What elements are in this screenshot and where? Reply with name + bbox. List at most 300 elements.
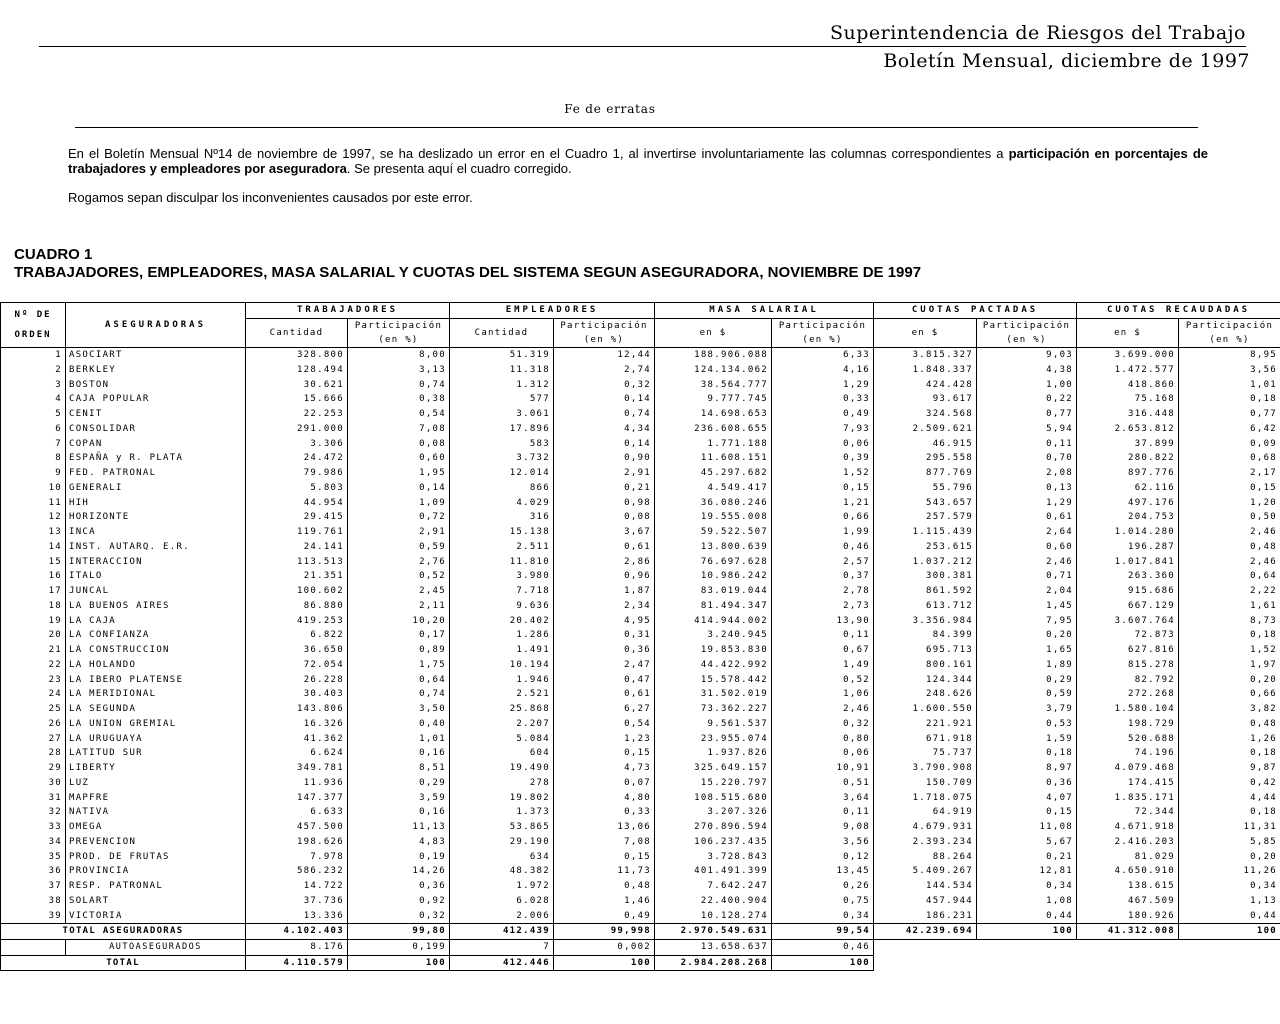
orden-cell: 38 bbox=[1, 894, 66, 909]
pactadas-pesos-cell: 424.428 bbox=[874, 377, 977, 392]
recaudadas-pct-cell: 1,61 bbox=[1179, 599, 1280, 614]
total-cell: 412.439 bbox=[450, 924, 554, 940]
pactadas-pesos-cell: 2.393.234 bbox=[874, 835, 977, 850]
trab-pct-cell: 0,89 bbox=[348, 643, 450, 658]
recaudadas-pesos-cell: 316.448 bbox=[1077, 407, 1179, 422]
emp-cantidad-cell: 6.028 bbox=[450, 894, 554, 909]
recaudadas-pct-cell: 0,18 bbox=[1179, 805, 1280, 820]
table-row bbox=[1, 894, 1280, 909]
table-row bbox=[1, 525, 1280, 540]
aseguradora-cell: LA URUGUAYA bbox=[66, 731, 246, 746]
orden-cell: 34 bbox=[1, 835, 66, 850]
pactadas-pesos-cell: 4.679.931 bbox=[874, 820, 977, 835]
pactadas-pesos-cell: 124.344 bbox=[874, 672, 977, 687]
emp-pct-cell: 2,47 bbox=[554, 658, 655, 673]
emp-pct-cell: 0,31 bbox=[554, 628, 655, 643]
trab-pct-cell: 0,38 bbox=[348, 392, 450, 407]
masa-pct-cell: 7,93 bbox=[772, 422, 874, 437]
recaudadas-participacion-header bbox=[1179, 318, 1280, 347]
table-row bbox=[1, 451, 1280, 466]
pactadas-pct-cell: 0,29 bbox=[977, 672, 1077, 687]
en-pct-label: (en %) bbox=[1209, 334, 1250, 345]
aseguradora-cell: LA HOLANDO bbox=[66, 658, 246, 673]
recaudadas-pesos-cell: 75.168 bbox=[1077, 392, 1179, 407]
autoasegurados-row bbox=[1, 939, 1280, 955]
orden-cell: 19 bbox=[1, 613, 66, 628]
total-cell: 4.102.403 bbox=[246, 924, 348, 940]
table-totals bbox=[1, 924, 1280, 971]
emp-cantidad-cell: 1.946 bbox=[450, 672, 554, 687]
emp-cantidad-cell: 3.732 bbox=[450, 451, 554, 466]
table-row bbox=[1, 776, 1280, 791]
trab-pct-cell: 0,52 bbox=[348, 569, 450, 584]
total-cell: 41.312.008 bbox=[1077, 924, 1179, 940]
recaudadas-pesos-cell: 915.686 bbox=[1077, 584, 1179, 599]
pactadas-pct-cell: 0,21 bbox=[977, 849, 1077, 864]
aseguradora-cell: INTERACCION bbox=[66, 554, 246, 569]
recaudadas-pct-cell: 0,18 bbox=[1179, 746, 1280, 761]
trab-pct-cell: 0,08 bbox=[348, 436, 450, 451]
masa-pesos-cell: 414.944.002 bbox=[655, 613, 772, 628]
table-row bbox=[1, 702, 1280, 717]
table-row bbox=[1, 377, 1280, 392]
recaudadas-pct-cell: 4,44 bbox=[1179, 790, 1280, 805]
trab-cantidad-cell: 86.880 bbox=[246, 599, 348, 614]
masa-pesos-cell: 10.128.274 bbox=[655, 908, 772, 923]
recaudadas-pesos-cell: 3.699.000 bbox=[1077, 347, 1179, 362]
orden-cell: 26 bbox=[1, 717, 66, 732]
masa-pct-cell: 2,73 bbox=[772, 599, 874, 614]
trab-pct-cell: 0,19 bbox=[348, 849, 450, 864]
pactadas-pesos-cell: 457.944 bbox=[874, 894, 977, 909]
aseguradora-cell: HORIZONTE bbox=[66, 510, 246, 525]
trab-cantidad-cell: 147.377 bbox=[246, 790, 348, 805]
table-row bbox=[1, 835, 1280, 850]
pactadas-pct-cell: 0,36 bbox=[977, 776, 1077, 791]
pactadas-pesos-cell: 221.921 bbox=[874, 717, 977, 732]
pactadas-pesos-cell: 877.769 bbox=[874, 466, 977, 481]
emp-pct-cell: 0,61 bbox=[554, 687, 655, 702]
masa-pesos-cell: 14.698.653 bbox=[655, 407, 772, 422]
recaudadas-pct-cell: 0,50 bbox=[1179, 510, 1280, 525]
en-pct-label: (en %) bbox=[1006, 334, 1047, 345]
masa-pesos-cell: 3.728.843 bbox=[655, 849, 772, 864]
masa-pct-cell: 0,49 bbox=[772, 407, 874, 422]
autoasegurados-spacer bbox=[1, 939, 66, 955]
en-pct-label: (en %) bbox=[802, 334, 843, 345]
trab-cantidad-cell: 36.650 bbox=[246, 643, 348, 658]
masa-pct-cell: 0,66 bbox=[772, 510, 874, 525]
masa-pesos-cell: 19.555.008 bbox=[655, 510, 772, 525]
trab-cantidad-cell: 7.978 bbox=[246, 849, 348, 864]
trab-pct-cell: 0,92 bbox=[348, 894, 450, 909]
recaudadas-pesos-cell: 62.116 bbox=[1077, 481, 1179, 496]
table-row bbox=[1, 628, 1280, 643]
aseguradora-cell: LA CAJA bbox=[66, 613, 246, 628]
table-row bbox=[1, 554, 1280, 569]
pactadas-pct-cell: 0,15 bbox=[977, 805, 1077, 820]
masa-pct-cell: 0,32 bbox=[772, 717, 874, 732]
autoasegurados-label: AUTOASEGURADOS bbox=[66, 939, 246, 955]
orden-cell: 12 bbox=[1, 510, 66, 525]
pactadas-pesos-cell: 3.815.327 bbox=[874, 347, 977, 362]
total-cell: 2.970.549.631 bbox=[655, 924, 772, 940]
recaudadas-pesos-cell: 1.014.280 bbox=[1077, 525, 1179, 540]
recaudadas-pesos-cell: 497.176 bbox=[1077, 495, 1179, 510]
masa-pesos-cell: 23.955.074 bbox=[655, 731, 772, 746]
emp-pct-cell: 0,33 bbox=[554, 805, 655, 820]
orden-cell: 27 bbox=[1, 731, 66, 746]
masa-pct-cell: 6,33 bbox=[772, 347, 874, 362]
aseguradora-cell: LA MERIDIONAL bbox=[66, 687, 246, 702]
emp-pct-cell: 0,61 bbox=[554, 540, 655, 555]
emp-pct-cell: 2,86 bbox=[554, 554, 655, 569]
pactadas-participacion-header bbox=[977, 318, 1077, 347]
recaudadas-pesos-cell: 4.671.918 bbox=[1077, 820, 1179, 835]
masa-pesos-cell: 31.502.019 bbox=[655, 687, 772, 702]
emp-pct-cell: 2,91 bbox=[554, 466, 655, 481]
table-row bbox=[1, 864, 1280, 879]
masa-pesos-cell: 236.608.655 bbox=[655, 422, 772, 437]
orden-cell: 35 bbox=[1, 849, 66, 864]
table-row bbox=[1, 599, 1280, 614]
masa-pesos-cell: 59.522.507 bbox=[655, 525, 772, 540]
pactadas-pct-cell: 5,67 bbox=[977, 835, 1077, 850]
recaudadas-pct-cell: 0,09 bbox=[1179, 436, 1280, 451]
table-caption bbox=[14, 246, 921, 282]
pactadas-pct-cell: 1,45 bbox=[977, 599, 1077, 614]
trab-cantidad-cell: 586.232 bbox=[246, 864, 348, 879]
grand-total-cell: 100 bbox=[772, 955, 874, 971]
aseguradora-cell: LUZ bbox=[66, 776, 246, 791]
recaudadas-pct-cell: 2,46 bbox=[1179, 525, 1280, 540]
orden-cell: 4 bbox=[1, 392, 66, 407]
errata-paragraph bbox=[68, 146, 1208, 176]
table-row bbox=[1, 672, 1280, 687]
pactadas-pesos-cell: 1.848.337 bbox=[874, 363, 977, 378]
pactadas-pct-cell: 0,13 bbox=[977, 481, 1077, 496]
trab-cantidad-cell: 419.253 bbox=[246, 613, 348, 628]
table-row bbox=[1, 540, 1280, 555]
emp-cantidad-cell: 15.138 bbox=[450, 525, 554, 540]
aseguradora-cell: ITALO bbox=[66, 569, 246, 584]
emp-pct-cell: 0,21 bbox=[554, 481, 655, 496]
aseguradora-cell: INST. AUTARQ. E.R. bbox=[66, 540, 246, 555]
orden-cell: 18 bbox=[1, 599, 66, 614]
trab-pct-cell: 3,50 bbox=[348, 702, 450, 717]
recaudadas-pct-cell: 0,44 bbox=[1179, 908, 1280, 923]
table-row bbox=[1, 805, 1280, 820]
orden-cell: 13 bbox=[1, 525, 66, 540]
aseguradora-cell: FED. PATRONAL bbox=[66, 466, 246, 481]
aseguradora-cell: SOLART bbox=[66, 894, 246, 909]
pactadas-pesos-cell: 93.617 bbox=[874, 392, 977, 407]
emp-pct-cell: 2,74 bbox=[554, 363, 655, 378]
recaudadas-pct-cell: 1,01 bbox=[1179, 377, 1280, 392]
en-pct-label: (en %) bbox=[378, 334, 419, 345]
participacion-label: Participación bbox=[982, 320, 1071, 331]
participacion-label: Participación bbox=[1185, 320, 1274, 331]
trab-pct-cell: 0,64 bbox=[348, 672, 450, 687]
trab-pct-cell: 3,13 bbox=[348, 363, 450, 378]
emp-pct-cell: 0,96 bbox=[554, 569, 655, 584]
table-row bbox=[1, 820, 1280, 835]
recaudadas-pct-cell: 1,52 bbox=[1179, 643, 1280, 658]
emp-cantidad-cell: 1.972 bbox=[450, 879, 554, 894]
pactadas-pct-cell: 1,89 bbox=[977, 658, 1077, 673]
aseguradora-cell: LATITUD SUR bbox=[66, 746, 246, 761]
aseguradora-cell: BERKLEY bbox=[66, 363, 246, 378]
emp-pct-cell: 6,27 bbox=[554, 702, 655, 717]
pactadas-pesos-cell: 295.558 bbox=[874, 451, 977, 466]
participacion-label: Participación bbox=[778, 320, 867, 331]
pactadas-pesos-header: en $ bbox=[874, 318, 977, 347]
trab-cantidad-cell: 6.822 bbox=[246, 628, 348, 643]
emp-pct-cell: 0,07 bbox=[554, 776, 655, 791]
emp-cantidad-cell: 2.521 bbox=[450, 687, 554, 702]
recaudadas-pct-cell: 0,20 bbox=[1179, 672, 1280, 687]
total-cell: 42.239.694 bbox=[874, 924, 977, 940]
recaudadas-pesos-cell: 72.873 bbox=[1077, 628, 1179, 643]
emp-cantidad-cell: 29.190 bbox=[450, 835, 554, 850]
masa-pct-cell: 0,52 bbox=[772, 672, 874, 687]
table-row bbox=[1, 569, 1280, 584]
recaudadas-pesos-cell: 74.196 bbox=[1077, 746, 1179, 761]
trab-cantidad-cell: 328.800 bbox=[246, 347, 348, 362]
aseguradora-cell: MAPFRE bbox=[66, 790, 246, 805]
emp-pct-cell: 4,34 bbox=[554, 422, 655, 437]
trab-cantidad-cell: 143.806 bbox=[246, 702, 348, 717]
masa-pesos-cell: 10.986.242 bbox=[655, 569, 772, 584]
table-row bbox=[1, 363, 1280, 378]
trab-pct-cell: 2,45 bbox=[348, 584, 450, 599]
pactadas-pct-cell: 0,77 bbox=[977, 407, 1077, 422]
emp-pct-cell: 4,95 bbox=[554, 613, 655, 628]
orden-cell: 6 bbox=[1, 422, 66, 437]
recaudadas-pct-cell: 0,18 bbox=[1179, 392, 1280, 407]
trab-pct-cell: 2,91 bbox=[348, 525, 450, 540]
cuotas-pactadas-header: CUOTAS PACTADAS bbox=[874, 303, 1077, 319]
trab-cantidad-cell: 16.326 bbox=[246, 717, 348, 732]
emp-cantidad-header: Cantidad bbox=[450, 318, 554, 347]
pactadas-pesos-cell: 55.796 bbox=[874, 481, 977, 496]
emp-cantidad-cell: 866 bbox=[450, 481, 554, 496]
emp-cantidad-cell: 2.207 bbox=[450, 717, 554, 732]
table-label: CUADRO 1 bbox=[14, 246, 93, 263]
masa-pesos-cell: 188.906.088 bbox=[655, 347, 772, 362]
pactadas-pesos-cell: 543.657 bbox=[874, 495, 977, 510]
table-row bbox=[1, 717, 1280, 732]
recaudadas-pesos-cell: 1.017.841 bbox=[1077, 554, 1179, 569]
trab-cantidad-cell: 3.306 bbox=[246, 436, 348, 451]
trab-pct-cell: 8,00 bbox=[348, 347, 450, 362]
masa-pesos-cell: 13.800.639 bbox=[655, 540, 772, 555]
emp-cantidad-cell: 19.490 bbox=[450, 761, 554, 776]
orden-cell: 37 bbox=[1, 879, 66, 894]
orden-cell: 24 bbox=[1, 687, 66, 702]
trab-pct-cell: 0,74 bbox=[348, 377, 450, 392]
recaudadas-pct-cell: 0,48 bbox=[1179, 540, 1280, 555]
masa-pct-cell: 2,78 bbox=[772, 584, 874, 599]
aseguradora-cell: COPAN bbox=[66, 436, 246, 451]
pactadas-pesos-cell: 75.737 bbox=[874, 746, 977, 761]
recaudadas-pesos-cell: 82.792 bbox=[1077, 672, 1179, 687]
pactadas-pesos-cell: 150.709 bbox=[874, 776, 977, 791]
recaudadas-pesos-cell: 280.822 bbox=[1077, 451, 1179, 466]
pactadas-pct-cell: 11,08 bbox=[977, 820, 1077, 835]
trab-cantidad-cell: 79.986 bbox=[246, 466, 348, 481]
table-row bbox=[1, 407, 1280, 422]
orden-cell: 33 bbox=[1, 820, 66, 835]
pactadas-pct-cell: 9,03 bbox=[977, 347, 1077, 362]
trab-pct-cell: 7,08 bbox=[348, 422, 450, 437]
trab-cantidad-cell: 198.626 bbox=[246, 835, 348, 850]
emp-cantidad-cell: 4.029 bbox=[450, 495, 554, 510]
pactadas-pct-cell: 0,59 bbox=[977, 687, 1077, 702]
masa-pct-cell: 1,49 bbox=[772, 658, 874, 673]
masa-pct-cell: 0,15 bbox=[772, 481, 874, 496]
aseguradora-cell: OMEGA bbox=[66, 820, 246, 835]
emp-pct-cell: 0,54 bbox=[554, 717, 655, 732]
errata-text-start: En el Boletín Mensual Nº14 de noviembre de 1997, se ha deslizado un error en el Cuadro 1, al invertirse involuntariamente las columnas correspondientes a bbox=[68, 146, 1009, 161]
trab-cantidad-cell: 5.803 bbox=[246, 481, 348, 496]
emp-pct-cell: 0,90 bbox=[554, 451, 655, 466]
orden-cell: 16 bbox=[1, 569, 66, 584]
autoasegurados-cell: 13.658.637 bbox=[655, 939, 772, 955]
emp-cantidad-cell: 1.373 bbox=[450, 805, 554, 820]
recaudadas-pct-cell: 1,97 bbox=[1179, 658, 1280, 673]
orden-cell: 3 bbox=[1, 377, 66, 392]
masa-pct-cell: 0,06 bbox=[772, 746, 874, 761]
masa-pct-cell: 3,56 bbox=[772, 835, 874, 850]
pactadas-pct-cell: 1,00 bbox=[977, 377, 1077, 392]
trab-cantidad-cell: 30.403 bbox=[246, 687, 348, 702]
pactadas-pesos-cell: 2.509.621 bbox=[874, 422, 977, 437]
recaudadas-pct-cell: 11,31 bbox=[1179, 820, 1280, 835]
trab-cantidad-cell: 72.054 bbox=[246, 658, 348, 673]
pactadas-pesos-cell: 800.161 bbox=[874, 658, 977, 673]
total-cell: 99,998 bbox=[554, 924, 655, 940]
masa-pct-cell: 13,90 bbox=[772, 613, 874, 628]
aseguradora-cell: HIH bbox=[66, 495, 246, 510]
trab-pct-cell: 1,75 bbox=[348, 658, 450, 673]
masa-pct-cell: 0,39 bbox=[772, 451, 874, 466]
trab-cantidad-cell: 14.722 bbox=[246, 879, 348, 894]
masa-pesos-cell: 7.642.247 bbox=[655, 879, 772, 894]
pactadas-pesos-cell: 695.713 bbox=[874, 643, 977, 658]
trab-cantidad-cell: 128.494 bbox=[246, 363, 348, 378]
orden-cell: 22 bbox=[1, 658, 66, 673]
masa-pesos-cell: 81.494.347 bbox=[655, 599, 772, 614]
masa-pct-cell: 0,46 bbox=[772, 540, 874, 555]
pactadas-pct-cell: 2,04 bbox=[977, 584, 1077, 599]
trab-cantidad-cell: 6.633 bbox=[246, 805, 348, 820]
header-row-main bbox=[1, 303, 1280, 319]
emp-pct-cell: 1,23 bbox=[554, 731, 655, 746]
recaudadas-pesos-cell: 204.753 bbox=[1077, 510, 1179, 525]
emp-cantidad-cell: 1.286 bbox=[450, 628, 554, 643]
masa-pct-cell: 0,33 bbox=[772, 392, 874, 407]
orden-cell: 39 bbox=[1, 908, 66, 923]
trab-pct-cell: 0,29 bbox=[348, 776, 450, 791]
recaudadas-pesos-cell: 81.029 bbox=[1077, 849, 1179, 864]
pactadas-pct-cell: 0,11 bbox=[977, 436, 1077, 451]
masa-pesos-cell: 36.080.246 bbox=[655, 495, 772, 510]
pactadas-pct-cell: 7,95 bbox=[977, 613, 1077, 628]
emp-pct-cell: 4,73 bbox=[554, 761, 655, 776]
emp-pct-cell: 0,15 bbox=[554, 746, 655, 761]
masa-pct-cell: 0,11 bbox=[772, 628, 874, 643]
aseguradora-cell: LA SEGUNDA bbox=[66, 702, 246, 717]
total-cell: 99,80 bbox=[348, 924, 450, 940]
aseguradora-cell: INCA bbox=[66, 525, 246, 540]
emp-cantidad-cell: 20.402 bbox=[450, 613, 554, 628]
pactadas-pct-cell: 1,29 bbox=[977, 495, 1077, 510]
table-row bbox=[1, 746, 1280, 761]
trab-cantidad-cell: 349.781 bbox=[246, 761, 348, 776]
grand-total-cell: 2.984.208.268 bbox=[655, 955, 772, 971]
recaudadas-pesos-cell: 4.650.910 bbox=[1077, 864, 1179, 879]
orden-cell: 36 bbox=[1, 864, 66, 879]
emp-cantidad-cell: 604 bbox=[450, 746, 554, 761]
grand-total-cell: 4.110.579 bbox=[246, 955, 348, 971]
trab-pct-cell: 0,40 bbox=[348, 717, 450, 732]
table-row bbox=[1, 510, 1280, 525]
masa-pesos-cell: 3.207.326 bbox=[655, 805, 772, 820]
trab-pct-cell: 0,72 bbox=[348, 510, 450, 525]
participacion-label: Participación bbox=[354, 320, 443, 331]
table-row bbox=[1, 347, 1280, 362]
recaudadas-pesos-cell: 520.688 bbox=[1077, 731, 1179, 746]
trab-cantidad-cell: 22.253 bbox=[246, 407, 348, 422]
masa-pct-cell: 1,52 bbox=[772, 466, 874, 481]
trab-cantidad-cell: 24.472 bbox=[246, 451, 348, 466]
emp-participacion-header bbox=[554, 318, 655, 347]
table-row bbox=[1, 879, 1280, 894]
trab-cantidad-cell: 291.000 bbox=[246, 422, 348, 437]
table-row bbox=[1, 687, 1280, 702]
recaudadas-pct-cell: 0,68 bbox=[1179, 451, 1280, 466]
emp-pct-cell: 3,67 bbox=[554, 525, 655, 540]
masa-pesos-cell: 9.777.745 bbox=[655, 392, 772, 407]
bulletin-title: Boletín Mensual, diciembre de 1997 bbox=[883, 50, 1250, 72]
trab-pct-cell: 0,36 bbox=[348, 879, 450, 894]
trab-pct-cell: 10,20 bbox=[348, 613, 450, 628]
recaudadas-pct-cell: 6,42 bbox=[1179, 422, 1280, 437]
masa-pct-cell: 1,06 bbox=[772, 687, 874, 702]
orden-cell: 29 bbox=[1, 761, 66, 776]
total-cell: 99,54 bbox=[772, 924, 874, 940]
masa-pesos-cell: 1.937.826 bbox=[655, 746, 772, 761]
table-row bbox=[1, 422, 1280, 437]
emp-pct-cell: 7,08 bbox=[554, 835, 655, 850]
pactadas-pct-cell: 8,97 bbox=[977, 761, 1077, 776]
emp-pct-cell: 0,36 bbox=[554, 643, 655, 658]
trab-cantidad-cell: 15.666 bbox=[246, 392, 348, 407]
aseguradora-cell: ESPAÑA y R. PLATA bbox=[66, 451, 246, 466]
recaudadas-pct-cell: 0,42 bbox=[1179, 776, 1280, 791]
masa-pct-cell: 2,46 bbox=[772, 702, 874, 717]
orden-cell: 25 bbox=[1, 702, 66, 717]
trab-pct-cell: 8,51 bbox=[348, 761, 450, 776]
aseguradora-cell: LA BUENOS AIRES bbox=[66, 599, 246, 614]
pactadas-pct-cell: 0,18 bbox=[977, 746, 1077, 761]
grand-total-cell: 412.446 bbox=[450, 955, 554, 971]
table-row bbox=[1, 643, 1280, 658]
recaudadas-pesos-cell: 198.729 bbox=[1077, 717, 1179, 732]
recaudadas-pesos-cell: 1.472.577 bbox=[1077, 363, 1179, 378]
trab-pct-cell: 0,60 bbox=[348, 451, 450, 466]
